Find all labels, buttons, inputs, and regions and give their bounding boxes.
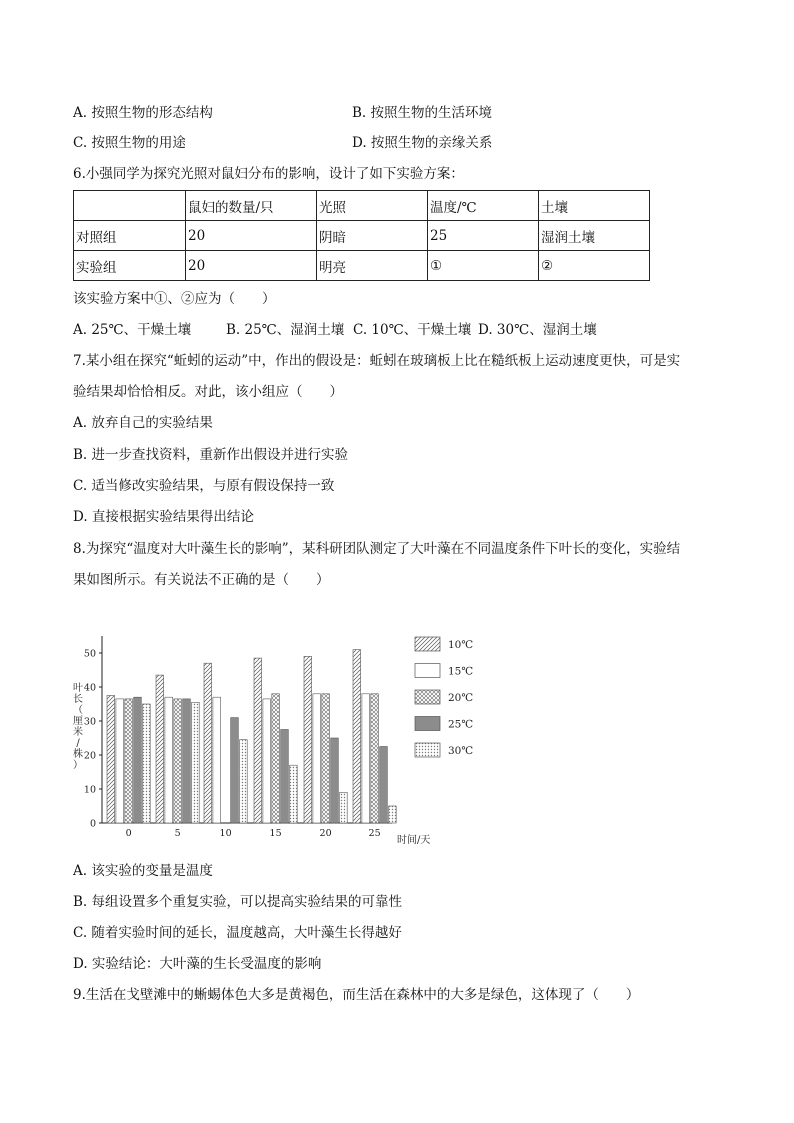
table-cell: 实验组: [74, 251, 186, 281]
table-cell: ①: [428, 251, 539, 281]
bar-30c-day-0: [143, 704, 151, 823]
y-axis-label: 厘: [73, 716, 83, 727]
bar-15c-day-20: [313, 694, 321, 823]
bar-15c-day-15: [263, 699, 271, 823]
q8-stem-line2: 果如图所示。有关说法不正确的是（ ）: [73, 572, 330, 588]
experiment-table: [73, 190, 650, 281]
bar-15c-day-0: [116, 699, 124, 823]
q9-stem: 9.生活在戈壁滩中的蜥蜴体色大多是黄褐色，而生活在森林中的大多是绿色，这体现了（ ）: [73, 987, 640, 1003]
table-cell: 20: [186, 251, 317, 281]
q8-option-b: B. 每组设置多个重复实验，可以提高实验结果的可靠性: [73, 894, 403, 910]
q6-option-b: B. 25℃、湿润土壤: [226, 322, 345, 338]
bar-30c-day-10: [240, 740, 248, 823]
legend-swatch: [415, 664, 440, 678]
table-cell: 20: [186, 221, 317, 251]
bar-25c-day-15: [281, 730, 289, 824]
q7-option-d: D. 直接根据实验结果得出结论: [73, 509, 254, 525]
table-row: [74, 221, 650, 251]
bar-25c-day-10: [231, 718, 239, 823]
table-cell: 湿润土壤: [539, 221, 650, 251]
q6-stem: 6.小强同学为探究光照对鼠妇分布的影响，设计了如下实验方案：: [73, 166, 464, 182]
legend-label: 10℃: [448, 639, 474, 651]
table-cell: 光照: [317, 191, 428, 221]
x-tick-label: 20: [319, 828, 332, 839]
bar-20c-day-0: [125, 699, 133, 823]
table-cell: 阴暗: [317, 221, 428, 251]
q7-stem-line1: 7.某小组在探究“蚯蚓的运动”中，作出的假设是：蚯蚓在玻璃板上比在糙纸板上运动速度更快，可是实: [73, 353, 681, 369]
q6-option-a: A. 25℃、干燥土壤: [73, 322, 192, 338]
table-cell: 明亮: [317, 251, 428, 281]
bar-20c-day-5: [174, 699, 182, 823]
q6-question: 该实验方案中①、②应为（ ）: [73, 291, 276, 307]
bar-10c-day-0: [107, 696, 115, 824]
y-tick-label: 40: [83, 682, 96, 694]
table-cell: ②: [539, 251, 650, 281]
bar-30c-day-20: [340, 792, 348, 823]
y-axis-label: /: [76, 738, 80, 749]
x-tick-label: 25: [368, 828, 381, 839]
legend-swatch: [415, 690, 440, 704]
bar-10c-day-15: [254, 658, 262, 823]
q5-option-d: D. 按照生物的亲缘关系: [352, 135, 493, 151]
bar-25c-day-20: [331, 738, 339, 823]
legend-label: 25℃: [448, 718, 474, 731]
bar-10c-day-10: [204, 663, 212, 823]
leaf-length-chart: [70, 628, 490, 850]
q7-option-b: B. 进一步查找资料，重新作出假设并进行实验: [73, 447, 349, 463]
bar-20c-day-15: [272, 694, 280, 823]
bar-10c-day-20: [304, 656, 312, 823]
table-cell: 鼠妇的数量/只: [186, 191, 317, 221]
table-cell: 25: [428, 221, 539, 251]
y-tick-label: 10: [83, 784, 96, 796]
table-cell: 对照组: [74, 221, 186, 251]
q5-option-a: A. 按照生物的形态结构: [73, 105, 213, 121]
bar-15c-day-10: [213, 697, 221, 823]
legend-swatch: [415, 637, 440, 651]
q6-option-c: C. 10℃、干燥土壤: [353, 322, 472, 338]
bar-10c-day-25: [353, 650, 361, 823]
q5-option-b: B. 按照生物的生活环境: [352, 105, 493, 121]
legend-swatch: [415, 717, 440, 731]
bar-10c-day-5: [156, 675, 164, 823]
y-axis-label: 叶: [73, 683, 83, 694]
q8-option-c: C. 随着实验时间的延长，温度越高，大叶藻生长得越好: [73, 925, 402, 941]
table-row: [74, 251, 650, 281]
bar-20c-day-25: [371, 694, 379, 823]
chart-bars: [107, 650, 396, 823]
q7-option-c: C. 适当修改实验结果，与原有假设保持一致: [73, 478, 335, 494]
bar-25c-day-0: [134, 697, 142, 823]
y-axis-label: 长: [73, 694, 83, 705]
table-cell: 温度/℃: [428, 191, 539, 221]
y-axis-label: ）: [73, 760, 83, 771]
y-axis-label: 米: [73, 727, 83, 738]
bar-20c-day-20: [322, 694, 330, 823]
q8-option-d: D. 实验结论：大叶藻的生长受温度的影响: [73, 956, 322, 972]
x-axis-label: 时间/天: [397, 835, 431, 846]
bar-15c-day-5: [165, 697, 173, 823]
legend-swatch: [415, 743, 440, 757]
table-cell: 土壤: [539, 191, 650, 221]
y-axis-label: 株: [73, 749, 83, 760]
q8-stem-line1: 8.为探究“温度对大叶藻生长的影响”，某科研团队测定了大叶藻在不同温度条件下叶长的变化，实验结: [73, 541, 681, 557]
x-tick-label: 5: [174, 828, 181, 839]
q6-option-d: D. 30℃、湿润土壤: [478, 322, 597, 338]
q7-option-a: A. 放弃自己的实验结果: [73, 415, 213, 431]
bar-30c-day-25: [389, 806, 397, 823]
bar-15c-day-25: [362, 694, 370, 823]
legend-label: 30℃: [448, 745, 474, 757]
x-tick-label: 10: [219, 828, 232, 839]
legend-label: 15℃: [448, 665, 474, 678]
q7-stem-line2: 验结果却恰恰相反。对此，该小组应（ ）: [73, 384, 343, 400]
table-cell: [74, 191, 186, 221]
legend-label: 20℃: [448, 692, 474, 704]
q8-option-a: A. 该实验的变量是温度: [73, 863, 213, 879]
q5-option-c: C. 按照生物的用途: [73, 135, 186, 151]
bar-25c-day-25: [380, 747, 388, 824]
y-tick-label: 50: [83, 648, 96, 660]
bar-30c-day-5: [192, 702, 200, 823]
table-header-row: [74, 191, 650, 221]
bar-30c-day-15: [290, 765, 298, 823]
x-tick-label: 15: [269, 828, 282, 839]
y-axis-label: （: [73, 705, 83, 716]
y-tick-label: 0: [89, 818, 96, 830]
y-tick-label: 20: [83, 750, 96, 762]
x-tick-label: 0: [125, 828, 132, 839]
chart-legend: [415, 637, 473, 757]
bar-25c-day-5: [183, 699, 191, 823]
y-tick-label: 30: [83, 716, 96, 728]
